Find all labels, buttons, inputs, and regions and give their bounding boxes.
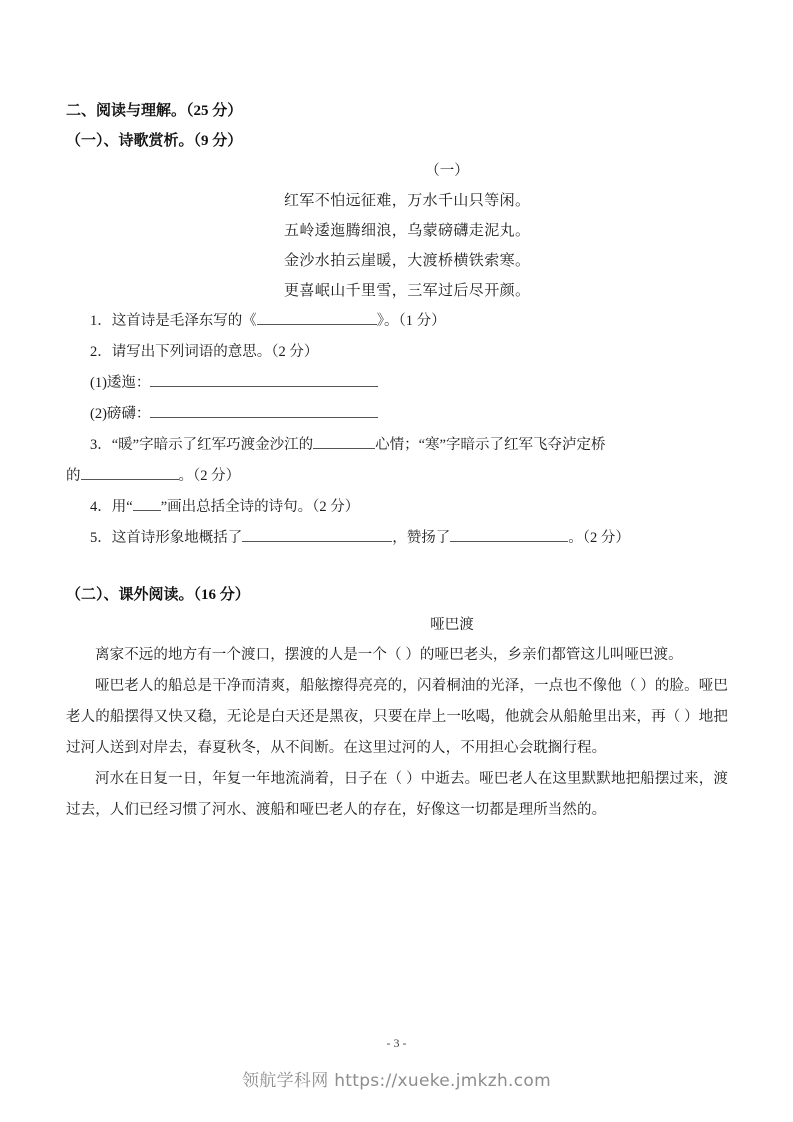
question-2-item-2-label: (2)磅礴：	[90, 406, 151, 422]
part-one-heading: （一）、诗歌赏析。（9 分）	[66, 133, 243, 149]
passage-paragraph: 离家不远的地方有一个渡口，摆渡的人是一个（ ）的哑巴老头，乡亲们都管这儿叫哑巴渡。	[95, 647, 683, 663]
question-1	[66, 306, 728, 337]
question-2-item-2-blank[interactable]	[150, 403, 378, 419]
question-4-text-a: 4．用“	[90, 499, 133, 515]
question-1-text-a: 1．这首诗是毛泽东写的	[90, 313, 243, 329]
question-5-text-b: ，赞扬了	[392, 530, 451, 546]
passage-paragraph: 哑巴老人的船总是干净而清爽，船舷擦得亮亮的，闪着桐油的光泽，一点也不像他（ ）的脸。哑巴老人的船摆得又快又稳，无论是白天还是黑夜，只要在岸上一吆喝，他就会从船舱里出来，再（ ）地把过河人送到对岸去，春夏秋冬，从不间断。在这里过河的人，不用担心会耽搁行程。	[66, 678, 728, 756]
question-3-text-d: 。（2 分）	[178, 468, 241, 484]
question-5	[66, 523, 728, 554]
question-1-answer-blank[interactable]	[257, 310, 377, 326]
question-3-text-b: 心情；“寒”字暗示了红军飞夺泸定桥	[375, 437, 606, 453]
question-5-blank-2[interactable]	[450, 527, 568, 543]
passage-title: 哑巴渡	[430, 617, 474, 633]
question-4	[66, 492, 728, 523]
question-4-underline-mark	[133, 496, 161, 512]
passage-paragraph: 河水在日复一日，年复一年地流淌着，日子在（ ）中逝去。哑巴老人在这里默默地把船摆过来，渡过去，人们已经习惯了河水、渡船和哑巴老人的存在，好像这一切都是理所当然的。	[66, 771, 728, 818]
book-mark-open: 《	[242, 313, 257, 329]
question-5-text-c: 。（2 分）	[568, 530, 630, 546]
page-content	[66, 96, 728, 826]
poem-line: 五岭逶迤腾细浪，乌蒙磅礴走泥丸。	[284, 223, 531, 239]
question-4-text-b: ”画出总括全诗的诗句。（2 分）	[160, 499, 360, 515]
poem-line: 更喜岷山千里雪，三军过后尽开颜。	[284, 283, 531, 299]
question-5-blank-1[interactable]	[242, 527, 392, 543]
watermark: 领航学科网 https://xueke.jmkzh.com	[242, 1071, 551, 1091]
question-2-item-1-label: (1)逶迤：	[90, 375, 151, 391]
book-mark-close: 》	[376, 313, 384, 329]
section-heading: 二、阅读与理解。（25 分）	[66, 103, 243, 119]
question-3-text-c: 的	[66, 468, 81, 484]
question-2: 2．请写出下列词语的意思。（2 分）	[90, 344, 319, 360]
question-3-blank-1[interactable]	[313, 434, 375, 450]
poem-line: 红军不怕远征难，万水千山只等闲。	[284, 193, 531, 209]
poem-label: （一）	[425, 163, 469, 179]
poem-line: 金沙水拍云崖暖，大渡桥横铁索寒。	[284, 253, 531, 269]
question-1-text-b: 。（1 分）	[384, 313, 446, 329]
question-3-continued	[66, 461, 728, 492]
question-2-item-2	[66, 399, 728, 430]
question-3-blank-2[interactable]	[81, 465, 179, 481]
question-5-text-a: 5．这首诗形象地概括了	[90, 530, 243, 546]
question-3-text-a: 3．“暖”字暗示了红军巧渡金沙江的	[90, 437, 314, 453]
section-spacer	[66, 554, 728, 580]
page-number: - 3 -	[386, 1036, 407, 1050]
question-3	[66, 430, 728, 461]
part-two-heading: （二）、课外阅读。（16 分）	[66, 587, 250, 603]
question-2-item-1	[66, 368, 728, 399]
question-2-item-1-blank[interactable]	[150, 372, 378, 388]
